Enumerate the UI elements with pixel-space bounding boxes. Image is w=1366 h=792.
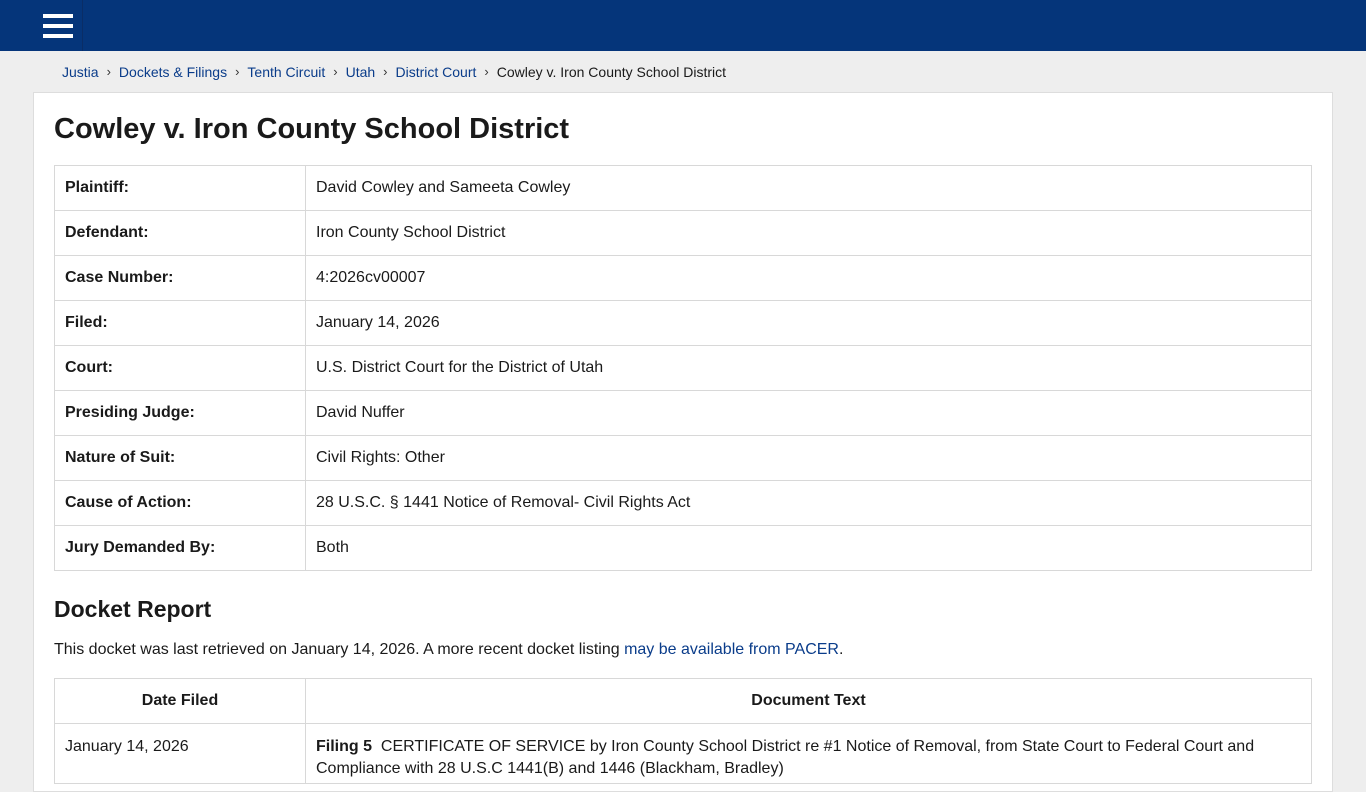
- breadcrumb-justia[interactable]: Justia: [62, 63, 99, 80]
- table-row: [55, 166, 1312, 211]
- breadcrumb: Justia › Dockets & Filings › Tenth Circuit › Utah › District Court › Cowley v. Iron County School District: [62, 63, 727, 80]
- detail-value: Both: [306, 526, 1312, 571]
- filing-number[interactable]: Filing 5: [316, 738, 372, 755]
- table-row: [55, 391, 1312, 436]
- header-date-filed: Date Filed: [55, 679, 306, 724]
- detail-value: 4:2026cv00007: [306, 256, 1312, 301]
- docket-note: [54, 641, 1312, 659]
- page-title: Cowley v. Iron County School District: [54, 113, 570, 145]
- detail-value: January 14, 2026: [306, 301, 1312, 346]
- detail-value: Iron County School District: [306, 211, 1312, 256]
- docket-table: [54, 678, 1312, 784]
- detail-label: Court:: [55, 346, 306, 391]
- detail-label: Plaintiff:: [55, 166, 306, 211]
- filing-text: CERTIFICATE OF SERVICE by Iron County School District re #1 Notice of Removal, from State Court to Federal Court and Compliance with 28 U.S.C 1441(B) and 1446 (Blackham, Bradley): [316, 738, 1255, 777]
- detail-value: Civil Rights: Other: [306, 436, 1312, 481]
- detail-label: Nature of Suit:: [55, 436, 306, 481]
- detail-value: David Nuffer: [306, 391, 1312, 436]
- header-document-text: Document Text: [306, 679, 1312, 724]
- docket-report-heading: Docket Report: [54, 596, 212, 622]
- document-text: [306, 724, 1312, 784]
- table-row: [55, 724, 1312, 784]
- detail-value: David Cowley and Sameeta Cowley: [306, 166, 1312, 211]
- detail-value: 28 U.S.C. § 1441 Notice of Removal- Civil Rights Act: [306, 481, 1312, 526]
- detail-label: Presiding Judge:: [55, 391, 306, 436]
- detail-value: U.S. District Court for the District of Utah: [306, 346, 1312, 391]
- detail-label: Case Number:: [55, 256, 306, 301]
- breadcrumb-tenth-circuit[interactable]: Tenth Circuit: [247, 63, 326, 80]
- pacer-link[interactable]: may be available from PACER: [624, 641, 839, 658]
- case-card: [33, 92, 1333, 792]
- detail-label: Filed:: [55, 301, 306, 346]
- note-end: .: [838, 641, 844, 658]
- breadcrumb-current: Cowley v. Iron County School District: [496, 63, 727, 80]
- table-row: [55, 436, 1312, 481]
- table-row: [55, 256, 1312, 301]
- detail-label: Jury Demanded By:: [55, 526, 306, 571]
- table-row: [55, 301, 1312, 346]
- table-row: [55, 526, 1312, 571]
- table-row: [55, 346, 1312, 391]
- case-details-table: [54, 165, 1312, 571]
- breadcrumb-district-court[interactable]: District Court: [395, 63, 477, 80]
- menu-icon[interactable]: [33, 0, 83, 51]
- note-text: This docket was last retrieved on January 14, 2026. A more recent docket listing: [54, 641, 625, 658]
- table-row: [55, 211, 1312, 256]
- table-row: [55, 481, 1312, 526]
- date-filed: January 14, 2026: [55, 724, 306, 784]
- breadcrumb-utah[interactable]: Utah: [345, 63, 376, 80]
- breadcrumb-dockets[interactable]: Dockets & Filings: [118, 63, 228, 80]
- detail-label: Cause of Action:: [55, 481, 306, 526]
- top-bar: [0, 0, 1366, 51]
- detail-label: Defendant:: [55, 211, 306, 256]
